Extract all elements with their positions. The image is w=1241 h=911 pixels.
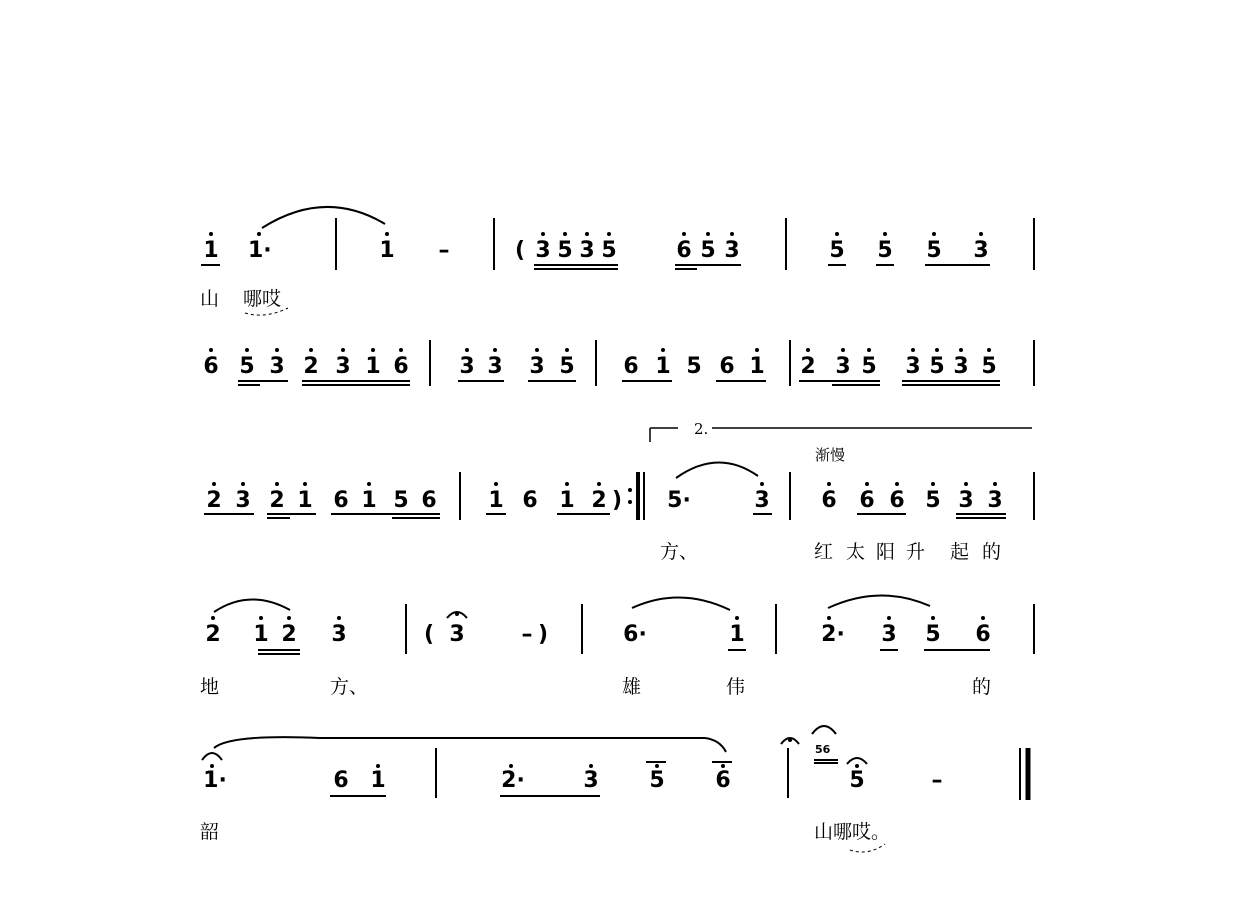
note: 3 bbox=[953, 354, 969, 379]
paren-open: ( bbox=[515, 238, 526, 263]
note: 3 bbox=[583, 768, 599, 793]
octave-dots-row-2 bbox=[209, 348, 991, 352]
note: – bbox=[438, 238, 450, 263]
note: 6 bbox=[333, 768, 349, 793]
note: 1 bbox=[365, 354, 381, 379]
note: 5 bbox=[849, 768, 865, 793]
tempo-marking: 渐慢 bbox=[815, 446, 846, 464]
repeat-dots bbox=[628, 488, 632, 504]
note: 5 bbox=[649, 768, 665, 793]
lyric: 的 bbox=[972, 676, 992, 698]
fermata-icon bbox=[202, 753, 222, 760]
note: 1 bbox=[379, 238, 395, 263]
lyric: 阳 bbox=[876, 541, 896, 563]
slur bbox=[214, 599, 290, 612]
slur bbox=[262, 207, 385, 228]
slur bbox=[632, 597, 730, 610]
note: 1 bbox=[253, 622, 269, 647]
lyric: 红 bbox=[814, 541, 834, 563]
octave-dots-row-3 bbox=[212, 482, 997, 486]
note: 5 bbox=[925, 622, 941, 647]
volta-label: 2. bbox=[694, 420, 709, 438]
note: 6· bbox=[623, 622, 647, 647]
note: 2 bbox=[281, 622, 297, 647]
note: 6 bbox=[821, 488, 837, 513]
note: 3 bbox=[487, 354, 503, 379]
note: 3 bbox=[881, 622, 897, 647]
note: 3 bbox=[905, 354, 921, 379]
note: 5 bbox=[393, 488, 409, 513]
lyric: 地 bbox=[200, 676, 220, 698]
note: 6 bbox=[522, 488, 538, 513]
paren-close: ) bbox=[612, 488, 623, 513]
note: 5 bbox=[700, 238, 716, 263]
note: 6 bbox=[715, 768, 731, 793]
lyric: 升 bbox=[906, 541, 926, 563]
note: 3 bbox=[579, 238, 595, 263]
note: 5 bbox=[239, 354, 255, 379]
note: 1 bbox=[749, 354, 765, 379]
note: 1 bbox=[297, 488, 313, 513]
note: 6 bbox=[393, 354, 409, 379]
paren-open: ( bbox=[424, 622, 435, 647]
lyric: 太 bbox=[846, 541, 866, 563]
lyric: 雄 bbox=[622, 676, 642, 698]
note: 3 bbox=[973, 238, 989, 263]
note: 3 bbox=[754, 488, 770, 513]
note: 6 bbox=[719, 354, 735, 379]
note: 5 bbox=[686, 354, 702, 379]
slur bbox=[214, 737, 726, 752]
underlines-row-1 bbox=[201, 265, 990, 269]
lyric: 山 bbox=[200, 288, 220, 310]
note: 5 bbox=[925, 488, 941, 513]
note: 5 bbox=[981, 354, 997, 379]
underlines-row-2 bbox=[238, 381, 1000, 385]
note: 5· bbox=[667, 488, 691, 513]
note: 3 bbox=[269, 354, 285, 379]
underlines-row-3 bbox=[204, 514, 1006, 518]
note: 1· bbox=[248, 238, 272, 263]
note: 2· bbox=[821, 622, 845, 647]
lyric: 哪哎 bbox=[243, 288, 282, 310]
note: 2 bbox=[591, 488, 607, 513]
fermata-icon bbox=[447, 612, 467, 618]
note: – bbox=[931, 768, 943, 793]
note: 5 bbox=[929, 354, 945, 379]
note: 3 bbox=[535, 238, 551, 263]
note: 2 bbox=[303, 354, 319, 379]
octave-dots-row-1 bbox=[209, 232, 983, 236]
note: – bbox=[521, 622, 533, 647]
note: 3 bbox=[335, 354, 351, 379]
note: 2 bbox=[800, 354, 816, 379]
note: 3 bbox=[987, 488, 1003, 513]
fermata-icon bbox=[812, 726, 836, 734]
octave-dots-row-4 bbox=[211, 612, 985, 620]
fermata-icon bbox=[847, 758, 867, 764]
note: 3 bbox=[835, 354, 851, 379]
note: 5 bbox=[926, 238, 942, 263]
note: 6 bbox=[623, 354, 639, 379]
note: 1 bbox=[559, 488, 575, 513]
note: 3 bbox=[724, 238, 740, 263]
note: 5 bbox=[877, 238, 893, 263]
lyric: 方、 bbox=[330, 676, 369, 698]
note: 1 bbox=[729, 622, 745, 647]
note: 1 bbox=[370, 768, 386, 793]
note: 6 bbox=[676, 238, 692, 263]
note: 5 bbox=[601, 238, 617, 263]
fermata-icon bbox=[781, 738, 799, 744]
note: 3 bbox=[449, 622, 465, 647]
note: 3 bbox=[235, 488, 251, 513]
note: 2 bbox=[206, 488, 222, 513]
note: 6 bbox=[421, 488, 437, 513]
note: 1 bbox=[203, 238, 219, 263]
note: 1 bbox=[488, 488, 504, 513]
note: 3 bbox=[459, 354, 475, 379]
note: 3 bbox=[331, 622, 347, 647]
paren-close: ) bbox=[538, 622, 549, 647]
note: 1 bbox=[655, 354, 671, 379]
barlines-row-3 bbox=[460, 472, 1034, 520]
note: 6 bbox=[333, 488, 349, 513]
note: 5 bbox=[861, 354, 877, 379]
note: 2 bbox=[205, 622, 221, 647]
note: 6 bbox=[203, 354, 219, 379]
note: 5 bbox=[829, 238, 845, 263]
lyric: 山哪哎。 bbox=[814, 821, 891, 843]
lyric: 的 bbox=[982, 541, 1002, 563]
note: 3 bbox=[958, 488, 974, 513]
note: 1· bbox=[203, 768, 227, 793]
note: 2· bbox=[501, 768, 525, 793]
note: 6 bbox=[975, 622, 991, 647]
note: 3 bbox=[529, 354, 545, 379]
note: 6 bbox=[889, 488, 905, 513]
lyric: 韶 bbox=[200, 821, 220, 843]
note: 5 bbox=[557, 238, 573, 263]
slur bbox=[828, 595, 930, 608]
note: 1 bbox=[361, 488, 377, 513]
octave-dots-row-5 bbox=[210, 738, 859, 768]
grace-notes: 56 bbox=[815, 743, 831, 756]
note: 5 bbox=[559, 354, 575, 379]
lyric: 伟 bbox=[726, 676, 746, 698]
underlines-row-4 bbox=[258, 650, 990, 654]
slur bbox=[676, 462, 758, 478]
lyric: 方、 bbox=[660, 541, 699, 563]
note: 2 bbox=[269, 488, 285, 513]
note: 6 bbox=[859, 488, 875, 513]
lyric: 起 bbox=[950, 541, 970, 563]
